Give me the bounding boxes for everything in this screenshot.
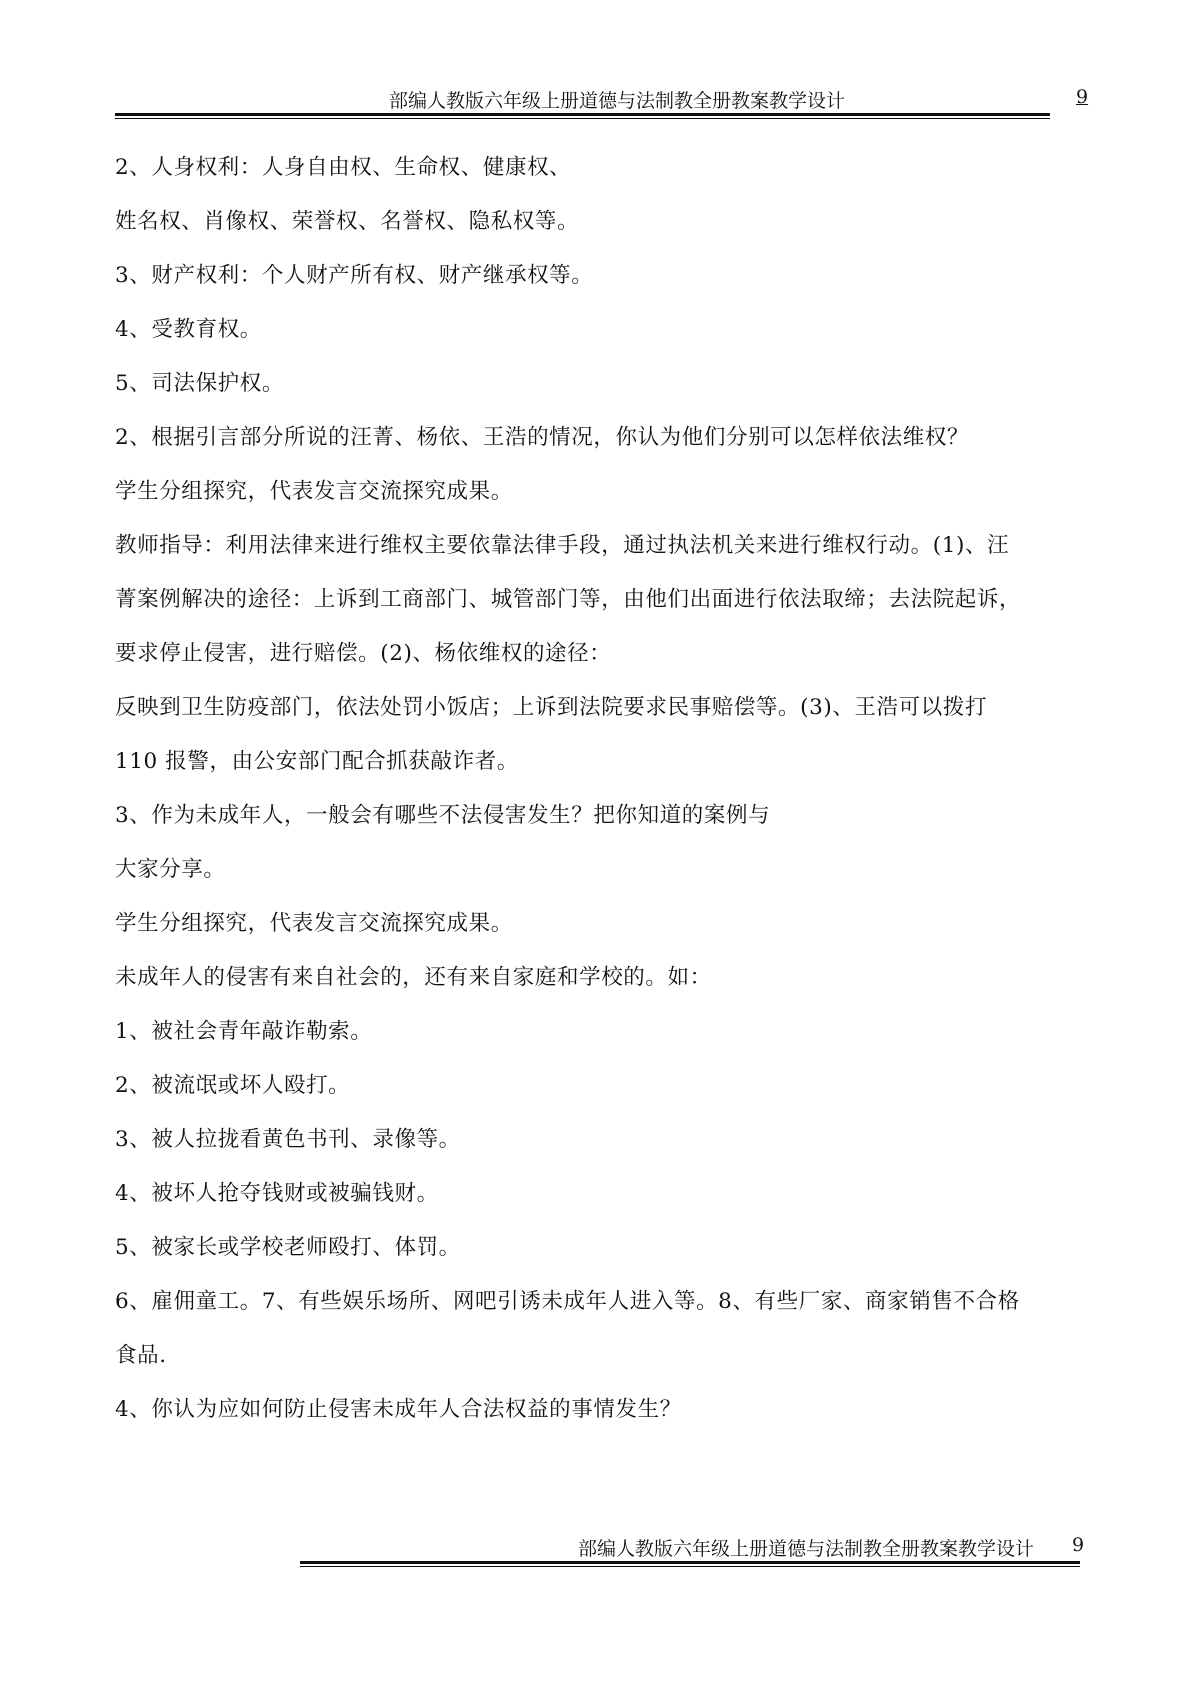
text-line: 学生分组探究，代表发言交流探究成果。 [115,911,513,936]
text-line: 姓名权、肖像权、荣誉权、名誉权、隐私权等。 [115,209,580,234]
text-line: 4、受教育权。 [115,317,262,342]
text-line: 教师指导：利用法律来进行维权主要依靠法律手段，通过执法机关来进行维权行动。(1)、汪 [115,533,1010,558]
text-line: 110 报警，由公安部门配合抓获敲诈者。 [115,749,519,774]
text-line: 2、根据引言部分所说的汪菁、杨依、王浩的情况，你认为他们分别可以怎样依法维权？ [115,425,970,450]
text-line: 2、被流氓或坏人殴打。 [115,1073,351,1098]
text-line: 2、人身权利：人身自由权、生命权、健康权、 [115,155,572,180]
text-line: 5、司法保护权。 [115,371,284,396]
header-page-number: 9 [1076,86,1089,108]
text-line: 6、雇佣童工。7、有些娱乐场所、网吧引诱未成年人进入等。8、有些厂家、商家销售不合格 [115,1289,1020,1314]
text-line: 反映到卫生防疫部门，依法处罚小饭店；上诉到法院要求民事赔偿等。(3)、王浩可以拨打 [115,695,988,720]
text-line: 1、被社会青年敲诈勒索。 [115,1019,373,1044]
text-line: 3、作为未成年人，一般会有哪些不法侵害发生？把你知道的案例与 [115,803,771,828]
footer-title: 部编人教版六年级上册道德与法制教全册教案教学设计 [578,1538,1035,1560]
text-line: 3、财产权利：个人财产所有权、财产继承权等。 [115,263,594,288]
text-line: 4、被坏人抢夺钱财或被骗钱财。 [115,1181,439,1206]
text-line: 5、被家长或学校老师殴打、体罚。 [115,1235,461,1260]
text-line: 要求停止侵害，进行赔偿。(2)、杨依维权的途径： [115,641,612,666]
text-line: 学生分组探究，代表发言交流探究成果。 [115,479,513,504]
header-rule [115,113,1050,119]
header-title: 部编人教版六年级上册道德与法制教全册教案教学设计 [389,90,846,112]
text-line: 3、被人拉拢看黄色书刊、录像等。 [115,1127,461,1152]
text-line: 4、你认为应如何防止侵害未成年人合法权益的事情发生？ [115,1397,682,1422]
text-line: 大家分享。 [115,857,226,882]
footer-rule [300,1561,1080,1567]
text-line: 未成年人的侵害有来自社会的，还有来自家庭和学校的。如： [115,965,712,990]
text-line: 食品. [115,1343,167,1368]
text-line: 菁案例解决的途径：上诉到工商部门、城管部门等，由他们出面进行依法取缔；去法院起诉， [115,587,1022,612]
footer-page-number: 9 [1072,1534,1085,1556]
